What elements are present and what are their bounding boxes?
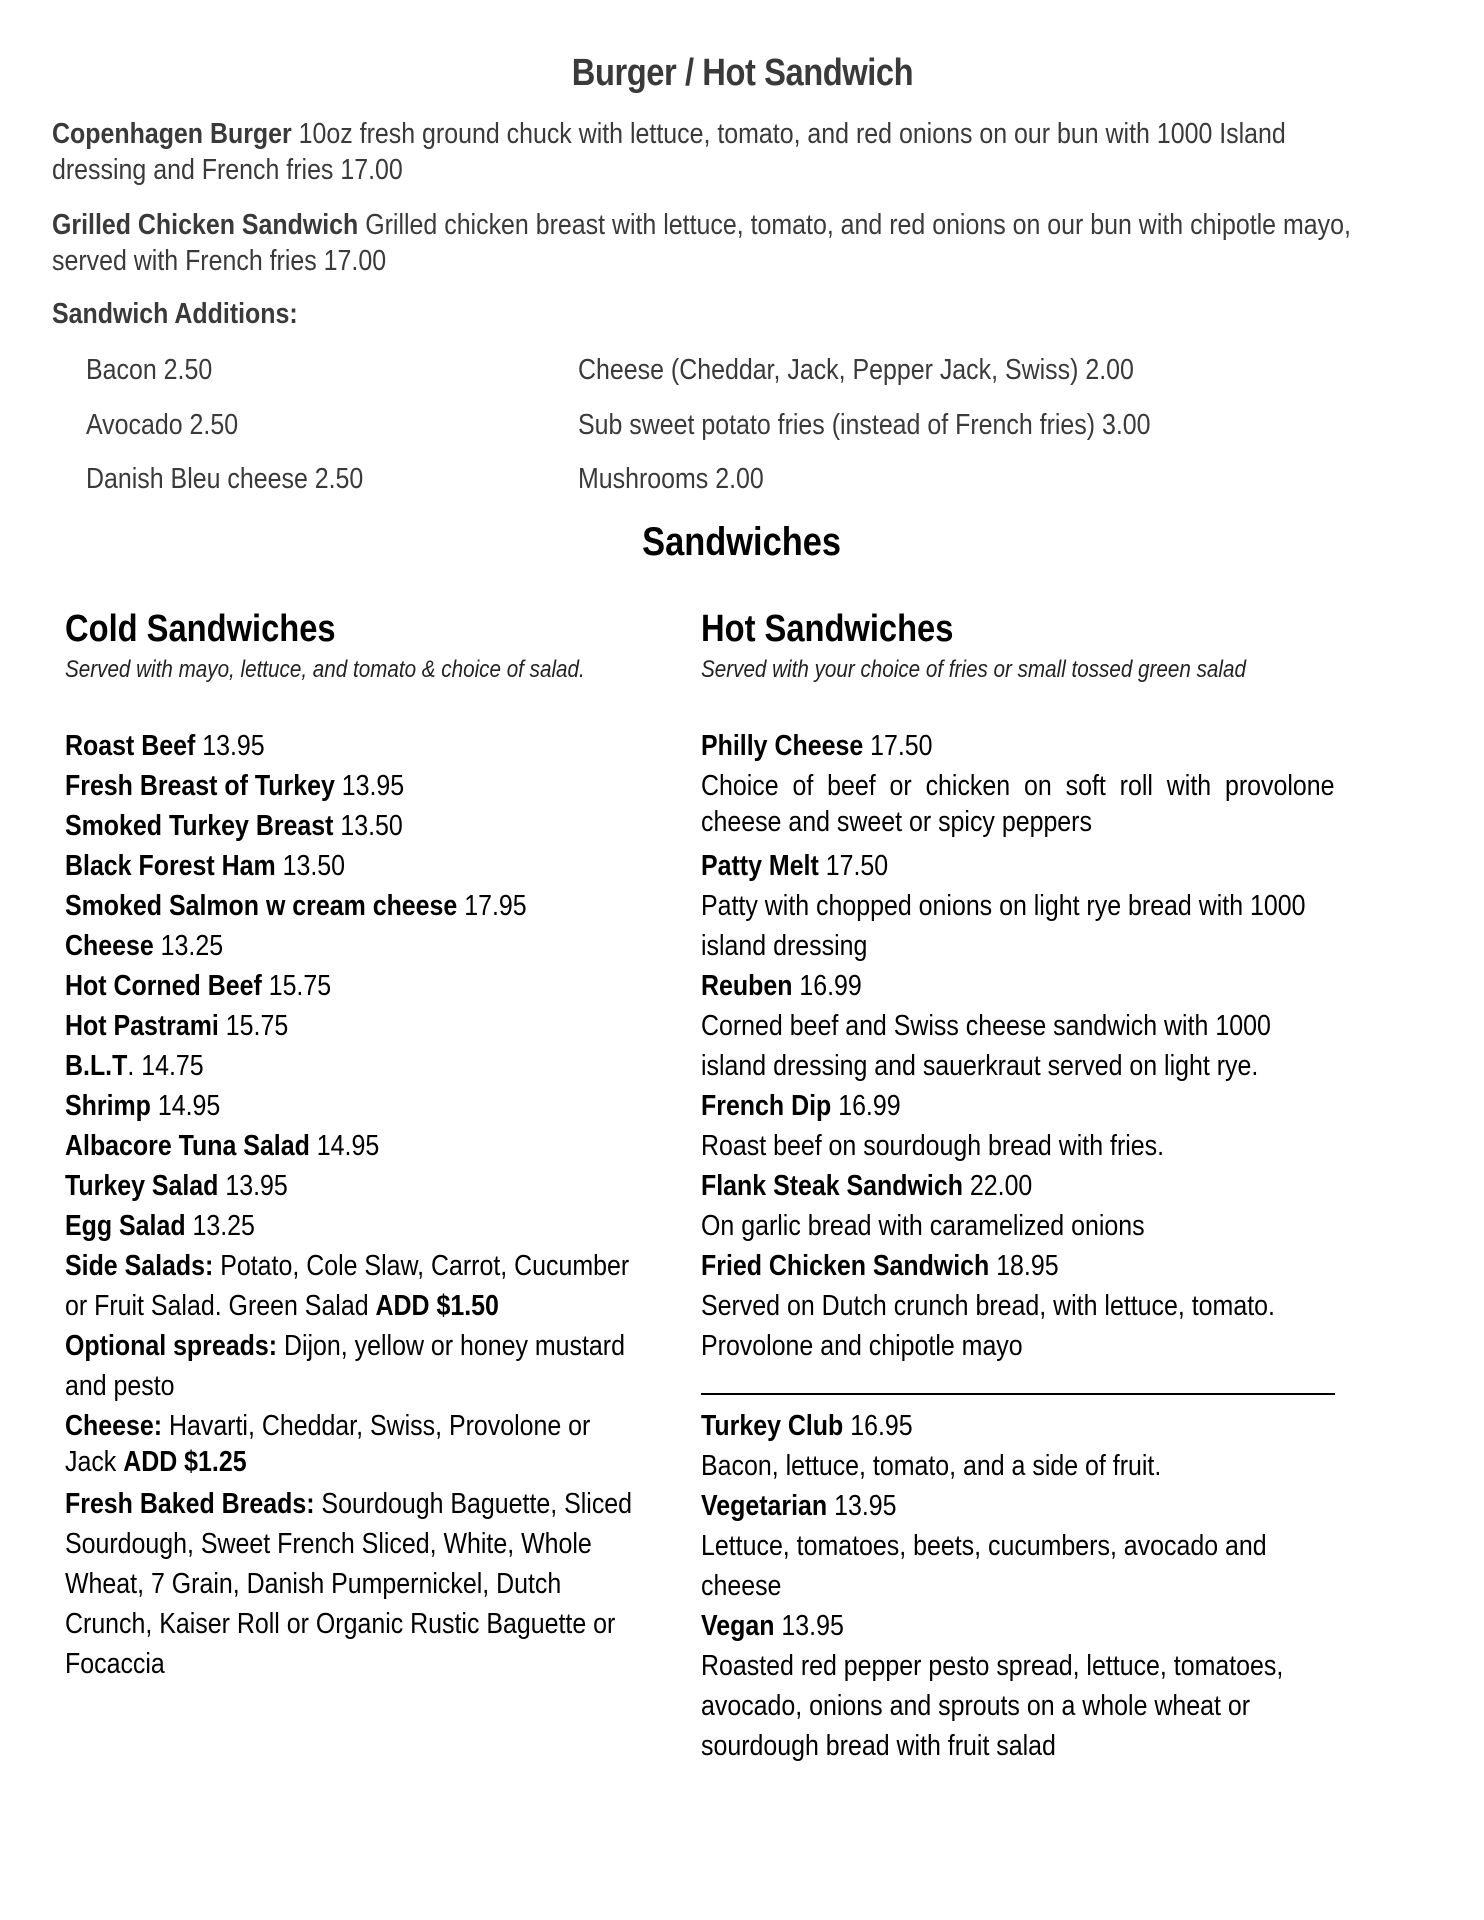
list-item: B.L.T. 14.75 (65, 1050, 204, 1082)
addition-cheese: Cheese (Cheddar, Jack, Pepper Jack, Swiss) 2.00 (578, 354, 1134, 386)
list-item: Turkey Club 16.95 (701, 1410, 913, 1442)
hot-sandwiches-column (701, 608, 1351, 686)
item-desc: dressing and French fries 17.00 (52, 154, 403, 186)
item-name: Grilled Chicken Sandwich (52, 209, 359, 241)
item-desc: 10oz fresh ground chuck with lettuce, tomato, and red onions on our bun with 1000 Island (291, 118, 1286, 150)
list-item: Albacore Tuna Salad 14.95 (65, 1130, 380, 1162)
fresh-baked-breads-cont: Focaccia (65, 1648, 165, 1680)
item-desc: Patty with chopped onions on light rye bread with 1000 (701, 890, 1306, 922)
list-item: Fresh Breast of Turkey 13.95 (65, 770, 405, 802)
fresh-baked-breads: Fresh Baked Breads: Sourdough Baguette, Sliced (65, 1488, 633, 1520)
list-item: Black Forest Ham 13.50 (65, 850, 346, 882)
list-item: Egg Salad 13.25 (65, 1210, 255, 1242)
item-desc: Grilled chicken breast with lettuce, tomato, and red onions on our bun with chipotle mayo, (358, 209, 1351, 241)
cold-sandwiches-column (65, 608, 725, 686)
item-desc: Provolone and chipotle mayo (701, 1330, 1023, 1362)
list-item: Turkey Salad 13.95 (65, 1170, 288, 1202)
section-divider (701, 1393, 1335, 1395)
cold-sandwiches-subtitle: Served with mayo, lettuce, and tomato & choice of salad. (65, 656, 585, 683)
item-desc: Bacon, lettuce, tomato, and a side of fruit. (701, 1450, 1162, 1482)
item-desc: served with French fries 17.00 (52, 245, 387, 277)
addition-bacon: Bacon 2.50 (86, 354, 213, 386)
menu-item-copenhagen-burger (52, 116, 1411, 188)
fresh-baked-breads-cont: Crunch, Kaiser Roll or Organic Rustic Baguette or (65, 1608, 616, 1640)
list-item: Shrimp 14.95 (65, 1090, 221, 1122)
list-item: Flank Steak Sandwich 22.00 (701, 1170, 1033, 1202)
addition-mushrooms: Mushrooms 2.00 (578, 463, 764, 495)
item-desc: On garlic bread with caramelized onions (701, 1210, 1145, 1242)
fresh-baked-breads-cont: Sourdough, Sweet French Sliced, White, Whole (65, 1528, 592, 1560)
list-item: Cheese 13.25 (65, 930, 224, 962)
list-item: Hot Corned Beef 15.75 (65, 970, 332, 1002)
hot-sandwiches-subtitle: Served with your choice of fries or small tossed green salad (701, 656, 1246, 683)
addition-avocado: Avocado 2.50 (86, 409, 239, 441)
item-desc: sourdough bread with fruit salad (701, 1730, 1056, 1762)
list-item: Smoked Turkey Breast 13.50 (65, 810, 403, 842)
item-desc: cheese (701, 1570, 782, 1602)
optional-spreads-cont: and pesto (65, 1370, 175, 1402)
hot-sandwiches-title: Hot Sandwiches (701, 608, 954, 650)
item-desc: Roasted red pepper pesto spread, lettuce, tomatoes, (701, 1650, 1284, 1682)
list-item: Roast Beef 13.95 (65, 730, 265, 762)
addition-danish-bleu-cheese: Danish Bleu cheese 2.50 (86, 463, 364, 495)
cold-sandwiches-title: Cold Sandwiches (65, 608, 336, 650)
list-item: Smoked Salmon w cream cheese 17.95 (65, 890, 527, 922)
cheese-options: Cheese: Havarti, Cheddar, Swiss, Provolone or (65, 1410, 591, 1442)
item-desc: Served on Dutch crunch bread, with lettuce, tomato. (701, 1290, 1275, 1322)
item-desc: cheese and sweet or spicy peppers (701, 806, 1092, 838)
fresh-baked-breads-cont: Wheat, 7 Grain, Danish Pumpernickel, Dutch (65, 1568, 562, 1600)
list-item: Hot Pastrami 15.75 (65, 1010, 289, 1042)
side-salads-cont: or Fruit Salad. Green Salad ADD $1.50 (65, 1290, 499, 1322)
item-desc: island dressing and sauerkraut served on light rye. (701, 1050, 1259, 1082)
list-item: Philly Cheese 17.50 (701, 730, 933, 762)
item-desc: Corned beef and Swiss cheese sandwich with 1000 (701, 1010, 1271, 1042)
list-item: Patty Melt 17.50 (701, 850, 889, 882)
list-item: French Dip 16.99 (701, 1090, 901, 1122)
list-item: Vegan 13.95 (701, 1610, 844, 1642)
item-name: Copenhagen Burger (52, 118, 292, 150)
item-desc: avocado, onions and sprouts on a whole wheat or (701, 1690, 1251, 1722)
item-desc: island dressing (701, 930, 868, 962)
list-item: Reuben 16.99 (701, 970, 862, 1002)
sandwich-additions-title: Sandwich Additions: (52, 298, 298, 330)
cheese-options-cont: Jack ADD $1.25 (65, 1446, 247, 1478)
sandwiches-title: Sandwiches (642, 520, 842, 564)
optional-spreads: Optional spreads: Dijon, yellow or honey mustard (65, 1330, 625, 1362)
menu-item-grilled-chicken-sandwich (52, 207, 1411, 279)
side-salads: Side Salads: Potato, Cole Slaw, Carrot, Cucumber (65, 1250, 630, 1282)
burger-section-title: Burger / Hot Sandwich (571, 52, 913, 94)
item-desc: Roast beef on sourdough bread with fries. (701, 1130, 1165, 1162)
addition-sweet-potato-fries: Sub sweet potato fries (instead of French fries) 3.00 (578, 409, 1151, 441)
item-desc: Lettuce, tomatoes, beets, cucumbers, avocado and (701, 1530, 1267, 1562)
list-item: Fried Chicken Sandwich 18.95 (701, 1250, 1059, 1282)
list-item: Vegetarian 13.95 (701, 1490, 897, 1522)
item-desc: Choice of beef or chicken on soft roll with provolone (701, 770, 1335, 802)
